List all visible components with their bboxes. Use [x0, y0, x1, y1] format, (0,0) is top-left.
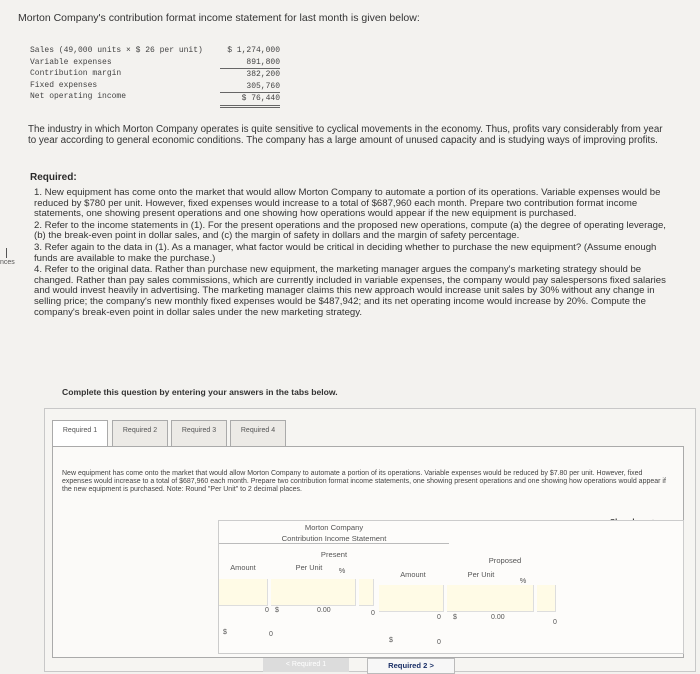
proposed-total-dollar-sign: $	[389, 637, 393, 644]
present-amount-header: Amount	[230, 563, 256, 572]
proposed-pct-value: 0	[553, 619, 557, 626]
contribution-margin-value: 382,200	[246, 70, 280, 79]
statement-labels	[30, 45, 203, 103]
tab-required-1[interactable]: Required 1	[52, 420, 108, 447]
tab-description: New equipment has come onto the market that would allow Morton Company to automate a portion of its operations. Variable expenses would be reduced by $7.80 per unit. However, fixed expenses would increase to a total of $687,960 each month. Prepare two contribution format income statements, one showing present operations and one showing how operations would appear if the new equipment is purchased. Note: Round "Per Unit" to 2 decimal places.	[62, 470, 666, 494]
next-required-button[interactable]: Required 2 >	[367, 658, 455, 674]
present-pct-header: %	[338, 566, 346, 575]
table-statement-title: Contribution Income Statement	[219, 534, 449, 544]
fixed-expenses-value: 305,760	[220, 81, 280, 94]
net-operating-income-value: $ 76,440	[220, 93, 280, 108]
present-per-unit-input[interactable]	[271, 579, 356, 606]
present-per-unit-value: 0.00	[317, 607, 331, 614]
statement-values	[220, 45, 280, 108]
tab-required-4[interactable]: Required 4	[230, 420, 286, 447]
income-statement-table	[218, 520, 684, 654]
present-pct-value: 0	[371, 610, 375, 617]
tab-required-3[interactable]: Required 3	[171, 420, 227, 447]
variable-expenses-value: 891,800	[220, 57, 280, 70]
proposed-pct-input[interactable]	[537, 585, 556, 612]
proposed-header: Proposed	[488, 556, 522, 565]
fixed-expenses-label: Fixed expenses	[30, 80, 98, 90]
present-per-unit-header: Per Unit	[295, 563, 323, 572]
variable-expenses-label: Variable expenses	[30, 57, 112, 67]
sales-value: $ 1,274,000	[227, 46, 280, 55]
side-bracket	[0, 248, 7, 258]
proposed-pct-header: %	[519, 576, 527, 585]
required-title: Required:	[30, 172, 77, 183]
net-operating-income-label: Net operating income	[30, 92, 127, 101]
context-paragraph: The industry in which Morton Company operates is quite sensitive to cyclical movements in the economy. Thus, profits vary considerably from year to year according to general economic conditions. The company has a large amount of unused capacity and is studying ways of improving profits.	[28, 124, 663, 146]
requirement-2: 2. Refer to the income statements in (1). For the present operations and the proposed new operations, compute (a) the degree of operating leverage, (b) the break-even point in dollar sales, and (c) the margin of safety in dollars and the margin of safety percentage.	[34, 219, 666, 242]
requirement-1: 1. New equipment has come onto the market that would allow Morton Company to automate a portion of its operations. Variable expenses would be reduced by $780 per unit. However, fixed expenses would increase to a total of $687,960 each month. Prepare two contribution format income statements, one showing present operations and one showing how operations would appear if the new equipment is purchased.	[34, 187, 661, 220]
present-amount-value: 0	[265, 607, 269, 614]
present-dollar-sign: $	[275, 607, 279, 614]
side-margin	[0, 248, 15, 267]
present-total-dollar-sign: $	[223, 629, 227, 636]
proposed-per-unit-input[interactable]	[447, 585, 534, 612]
instruction: Complete this question by entering your answers in the tabs below.	[62, 387, 338, 397]
proposed-per-unit-value: 0.00	[491, 614, 505, 621]
contribution-margin-label: Contribution margin	[30, 69, 122, 78]
proposed-amount-value: 0	[437, 614, 441, 621]
sales-label: Sales (49,000 units × $ 26 per unit)	[30, 46, 203, 55]
intro-text: Morton Company's contribution format income statement for last month is given below:	[18, 12, 420, 24]
prev-required-button[interactable]: < Required 1	[263, 658, 349, 672]
proposed-amount-input[interactable]	[379, 585, 444, 612]
present-amount-input[interactable]	[219, 579, 268, 606]
proposed-dollar-sign: $	[453, 614, 457, 621]
present-header: Present	[320, 550, 348, 559]
proposed-per-unit-header: Per Unit	[467, 570, 495, 579]
table-company-name: Morton Company	[304, 523, 364, 532]
proposed-amount-header: Amount	[400, 570, 426, 579]
side-text: nces	[0, 259, 15, 266]
present-pct-input[interactable]	[359, 579, 374, 606]
tab-required-2[interactable]: Required 2	[112, 420, 168, 447]
requirements-list	[34, 188, 666, 319]
requirement-3: 3. Refer again to the data in (1). As a manager, what factor would be critical in deciding whether to purchase the new equipment? (Assume enough funds are available to make the purchase.)	[34, 241, 657, 264]
requirement-4: 4. Refer to the original data. Rather than purchase new equipment, the marketing manager argues the company's marketing strategy should be changed. Rather than pay sales commissions, which are currently included in variable expenses, the company would pay salespersons fixed salaries and would invest heavily in advertising. The marketing manager claims this new approach would increase unit sales by 30% without any change in selling price; the company's new monthly fixed expenses would be $487,942; and its net operating income would increase by 20%. Compute the company's break-even point in dollar sales under the new marketing strategy.	[34, 264, 666, 318]
present-total-amount: 0	[269, 631, 273, 638]
proposed-total-amount: 0	[437, 639, 441, 646]
